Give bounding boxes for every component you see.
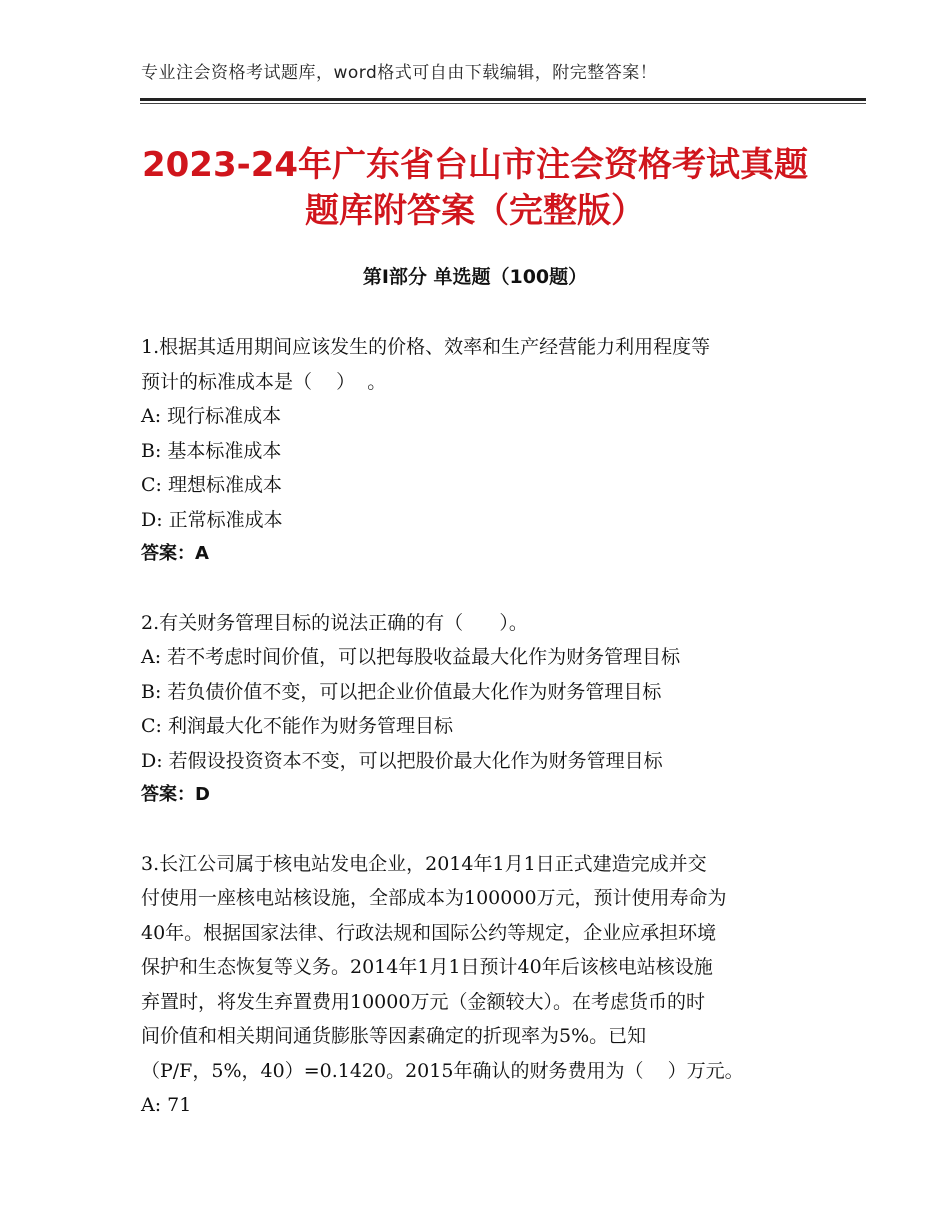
question-stem-line: 2.有关财务管理目标的说法正确的有（ ）。 (141, 611, 528, 634)
question-stem-line: 间价值和相关期间通货膨胀等因素确定的折现率为5%。已知 (141, 1025, 647, 1047)
header-note: 专业注会资格考试题库，word格式可自由下载编辑，附完整答案！ (141, 63, 658, 83)
question-stem-line: 付使用一座核电站核设施，全部成本为100000万元，预计使用寿命为 (141, 887, 727, 909)
option-b: B: 若负债价值不变，可以把企业价值最大化作为财务管理目标 (141, 680, 662, 703)
title-line-1: 2023-24年广东省台山市注会资格考试真题 (141, 145, 809, 185)
question-stem-line: 弃置时，将发生弃置费用10000万元（金额较大）。在考虑货币的时 (141, 990, 705, 1013)
question-stem-line: 3.长江公司属于核电站发电企业，2014年1月1日正式建造完成并交 (141, 852, 707, 875)
question-stem-line: 1.根据其适用期间应该发生的价格、效率和生产经营能力利用程度等 (141, 336, 711, 358)
title-line-2: 题库附答案（完整版） (305, 191, 645, 231)
question-list (141, 330, 811, 1123)
question-stem-line: 保护和生态恢复等义务。2014年1月1日预计40年后该核电站核设施 (141, 956, 713, 978)
question-stem-line: 40年。根据国家法律、行政法规和国际公约等规定，企业应承担环境 (141, 921, 717, 944)
answer: 答案：D (141, 784, 210, 805)
question-stem-line: （P/F，5%，40）=0.1420。2015年确认的财务费用为（ ）万元。 (141, 1059, 744, 1082)
option-b: B: 基本标准成本 (141, 439, 282, 462)
header-rule-thin (140, 103, 866, 104)
option-a: A: 71 (141, 1094, 192, 1116)
option-d: D: 若假设投资资本不变，可以把股价最大化作为财务管理目标 (141, 749, 663, 772)
option-a: A: 现行标准成本 (141, 405, 282, 427)
question-stem-line: 预计的标准成本是（ ） 。 (141, 370, 387, 393)
section-heading: 第Ⅰ部分 单选题（100题） (362, 266, 588, 288)
option-a: A: 若不考虑时间价值，可以把每股收益最大化作为财务管理目标 (141, 646, 681, 668)
document-title (100, 142, 850, 234)
header-rule-thick (140, 98, 866, 101)
option-d: D: 正常标准成本 (141, 508, 283, 531)
question-2 (141, 606, 811, 813)
option-c: C: 利润最大化不能作为财务管理目标 (141, 715, 453, 737)
option-c: C: 理想标准成本 (141, 474, 282, 496)
question-3 (141, 847, 811, 1123)
answer: 答案：A (141, 543, 209, 564)
question-1 (141, 330, 811, 572)
